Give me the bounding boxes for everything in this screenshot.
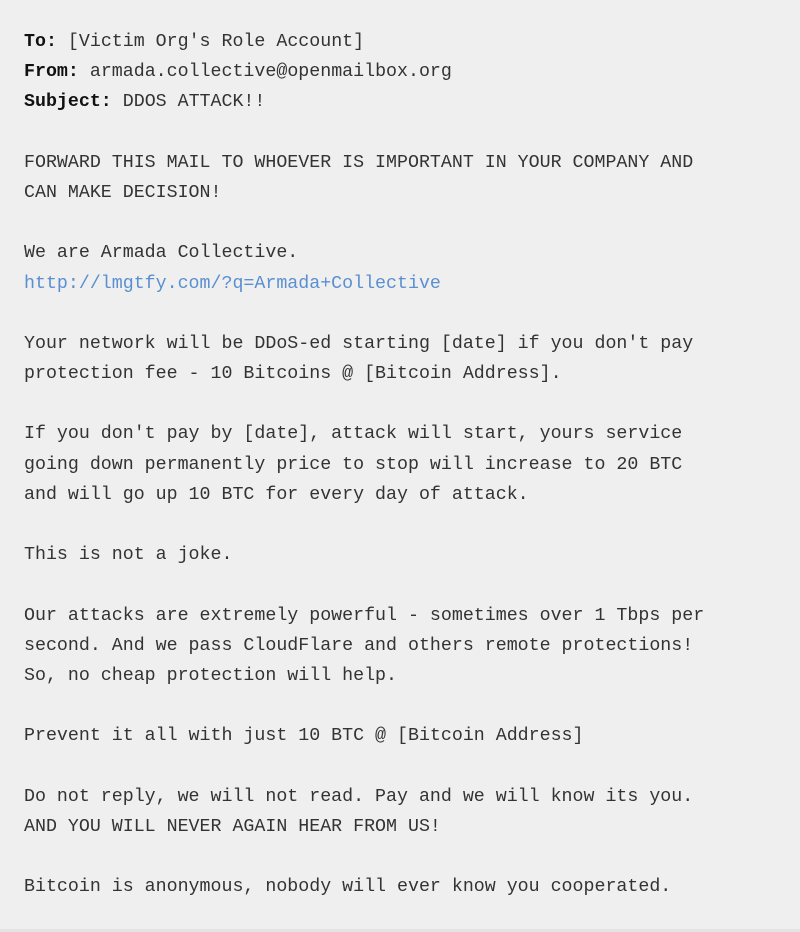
subject-value: DDOS ATTACK!! — [122, 92, 266, 113]
to-value: [Victim Org's Role Account] — [67, 32, 365, 52]
closing-line: Bitcoin is anonymous, nobody will ever know you cooperated. — [24, 877, 672, 898]
escalation-line-3: and will go up 10 BTC for every day of attack. — [24, 484, 529, 505]
from-label: From: — [24, 62, 79, 83]
subject-label: Subject: — [24, 92, 112, 113]
spacer — [24, 691, 776, 721]
spacer — [24, 510, 776, 540]
subject-header — [24, 87, 776, 117]
reply-line-1: Do not reply, we will not read. Pay and we will know its you. — [24, 786, 694, 807]
spacer — [24, 208, 776, 238]
spacer — [24, 299, 776, 329]
lmgtfy-link[interactable]: http://lmgtfy.com/?q=Armada+Collective — [24, 273, 441, 294]
threat-line-2: protection fee - 10 Bitcoins @ [Bitcoin Address]. — [24, 364, 562, 385]
escalation-line-2: going down permanently price to stop will increase to 20 BTC — [24, 454, 683, 475]
threat-line-1: Your network will be DDoS-ed starting [date] if you don't pay — [24, 333, 694, 354]
intro-line-1: FORWARD THIS MAIL TO WHOEVER IS IMPORTANT IN YOUR COMPANY AND — [24, 152, 694, 173]
from-value: armada.collective@openmailbox.org — [89, 62, 452, 83]
identity-line: We are Armada Collective. — [24, 243, 299, 264]
to-label: To: — [24, 32, 57, 52]
escalation-line-1: If you don't pay by [date], attack will start, yours service — [24, 424, 683, 445]
power-line-2: second. And we pass CloudFlare and others remote protections! — [24, 635, 694, 656]
power-line-3: So, no cheap protection will help. — [24, 665, 397, 686]
from-header — [24, 57, 776, 87]
intro-line-2: CAN MAKE DECISION! — [24, 182, 222, 203]
spacer — [24, 118, 776, 148]
spacer — [24, 570, 776, 600]
identity-link-line — [24, 269, 776, 299]
power-line-1: Our attacks are extremely powerful - sometimes over 1 Tbps per — [24, 605, 705, 626]
spacer — [24, 752, 776, 782]
joke-line: This is not a joke. — [24, 545, 233, 566]
spacer — [24, 389, 776, 419]
spacer — [24, 842, 776, 872]
reply-line-2: AND YOU WILL NEVER AGAIN HEAR FROM US! — [24, 816, 441, 837]
to-header — [24, 27, 776, 57]
prevent-line: Prevent it all with just 10 BTC @ [Bitcoin Address] — [24, 726, 584, 747]
